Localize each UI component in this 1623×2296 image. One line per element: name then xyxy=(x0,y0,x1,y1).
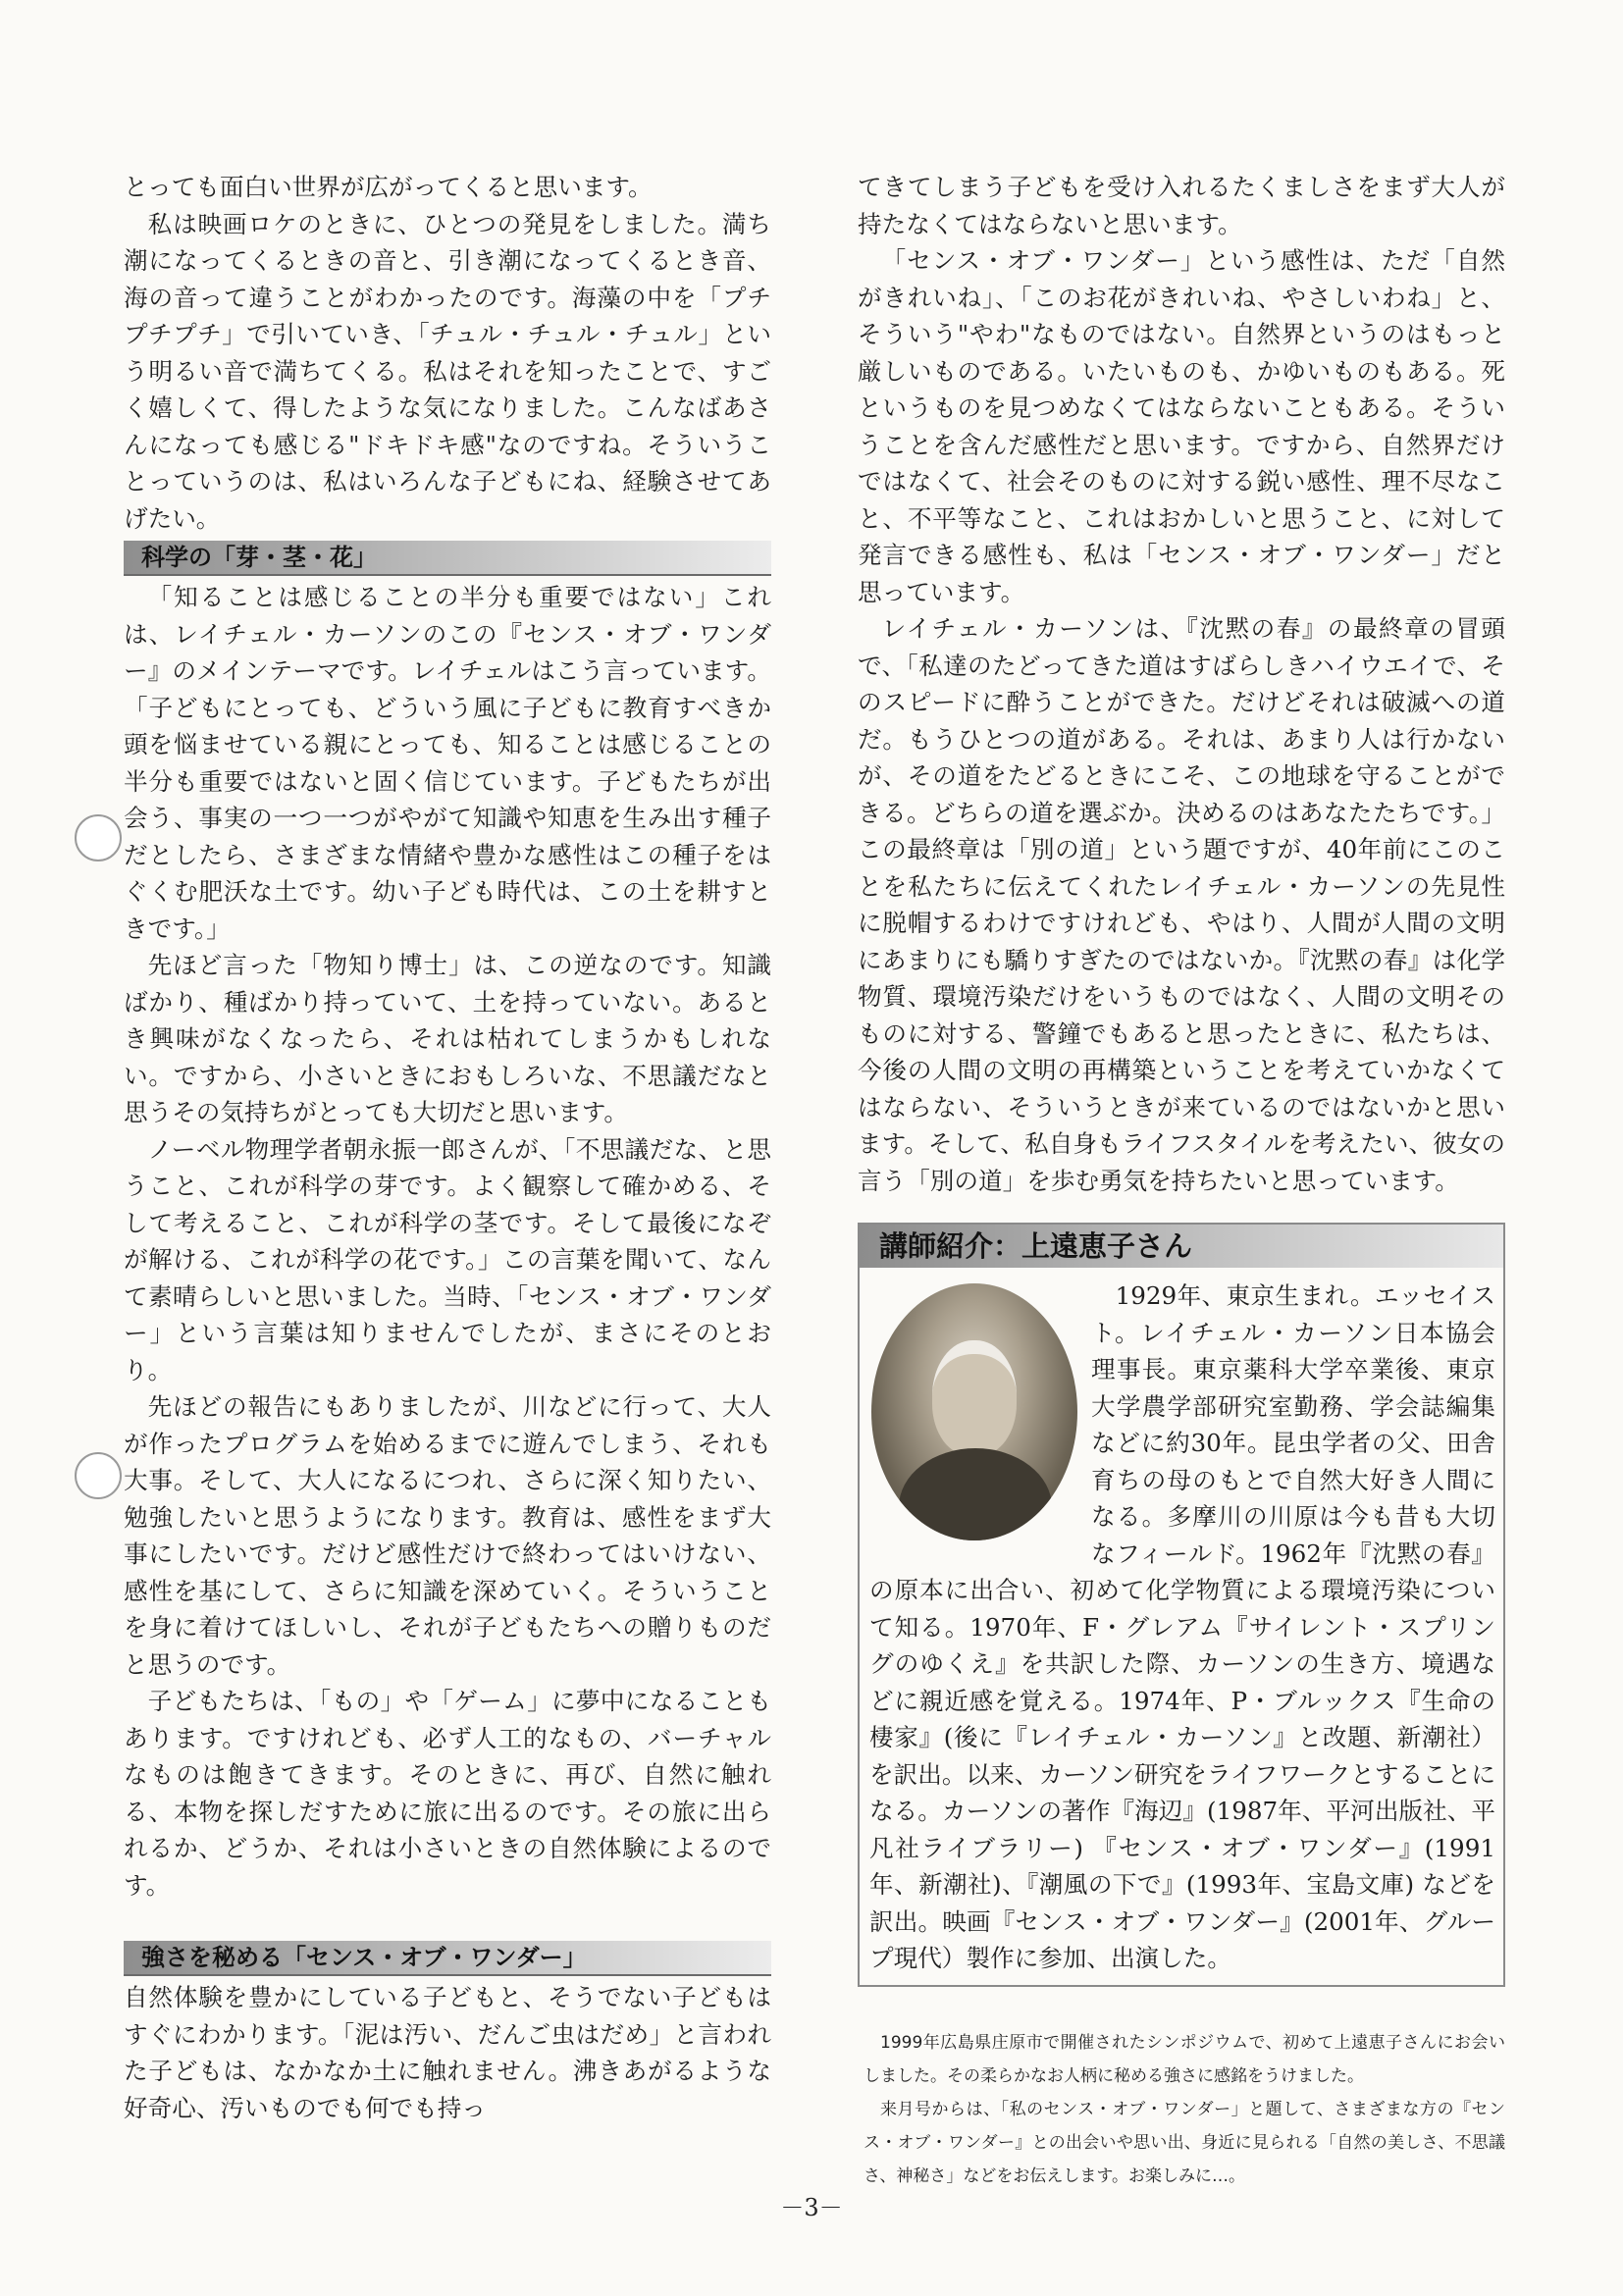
lecturer-profile-box xyxy=(858,1223,1505,1987)
page-number: －3－ xyxy=(780,2194,843,2221)
body-paragraph: 自然体験を豊かにしている子どもと、そうでない子どもはすぐにわかります。「泥は汚い、だんご虫はだめ」と言われた子どもは、なかなか土に触れません。沸きあがるような好奇心、汚いものでも何でも持っ xyxy=(124,1983,771,2122)
section-heading-science: 科学の「芽・茎・花」 xyxy=(124,541,771,576)
editor-note: 1999年広島県庄原市で開催されたシンポジウムで、初めて上遠恵子さんにお会いしました。その柔らかなお人柄に秘める強さに感銘をうけました。 xyxy=(864,2032,1505,2086)
editor-notes xyxy=(858,2026,1505,2193)
intro-paragraph: とっても面白い世界が広がってくると思います。 xyxy=(124,173,653,201)
left-column xyxy=(124,169,771,2126)
body-paragraph: 先ほど言った「物知り博士」は、この逆なのです。知識ばかり、種ばかり持っていて、土を持っていない。あるとき興味がなくなったら、それは枯れてしまうかもしれない。ですから、小さいときにおもしろいな、不思議だなと思うその気持ちがとっても大切だと思います。 xyxy=(124,951,771,1126)
portrait-body xyxy=(899,1448,1052,1540)
right-column xyxy=(858,169,1505,2193)
body-paragraph: 「センス・オブ・ワンダー」という感性は、ただ「自然がきれいね」、「このお花がきれいね、やさしいわね」と、そういう"やわ"なものではない。自然界というのはもっと厳しいものである。いたいものも、かゆいものもある。死というものを見つめなくてはならないこともある。そういうことを含んだ感性だと思います。ですから、自然界だけではなくて、社会そのものに対する鋭い感性、理不尽なこと、不平等なこと、これはおかしいと思うこと、に対して発言できる感性も、私は「センス・オブ・ワンダー」だと思っています。 xyxy=(858,246,1505,606)
body-paragraph: 先ほどの報告にもありましたが、川などに行って、大人が作ったプログラムを始めるまでに遊んでしまう、それも大事。そして、大人になるにつれ、さらに深く知りたい、勉強したいと思うようになります。教育は、感性をまず大事にしたいです。だけど感性だけで終わってはいけない、感性を基にして、さらに知識を深めていく。そういうことを身に着けてほしいし、それが子どもたちへの贈りものだと思うのです。 xyxy=(124,1392,771,1679)
binder-hole-top xyxy=(75,814,122,861)
lecturer-bio: 1929年、東京生まれ。エッセイスト。レイチェル・カーソン日本協会理事長。東京薬科大学卒業後、東京大学農学部研究室勤務、学会誌編集などに約30年。昆虫学者の父、田舎育ちの母のもとで自然大好き人間になる。多摩川の川原は今も昔も大切なフィールド。1962年『沈黙の春』の原本に出合い、初めて化学物質による環境汚染について知る。1970年、F・グレアム『サイレント・スプリングのゆくえ』を共訳した際、カーソンの生き方、境遇などに親近感を覚える。1974年、P・ブルックス『生命の棲家』(後に『レイチェル・カーソン』と改題、新潮社）を訳出。以来、カーソン研究をライフワークとすることになる。カーソンの著作『海辺』(1987年、平河出版社、平凡社ライブラリー) 『センス・オブ・ワンダー』(1991年、新潮社)、『潮風の下で』(1993年、宝島文庫) などを訳出。映画『センス・オブ・ワンダー』(2001年、グループ現代）製作に参加、出演した。 xyxy=(869,1281,1495,1972)
lecturer-profile-heading: 講師紹介：上遠恵子さん xyxy=(860,1225,1503,1268)
lecturer-portrait-photo xyxy=(871,1283,1077,1540)
portrait-face xyxy=(932,1340,1017,1456)
lecturer-profile-body xyxy=(860,1268,1503,1985)
body-paragraph: レイチェル・カーソンは、『沈黙の春』の最終章の冒頭で、「私達のたどってきた道はすばらしきハイウエイで、そのスピードに酔うことができた。だけどそれは破滅への道だ。もうひとつの道がある。それは、あまり人は行かないが、その道をたどるときにこそ、この地球を守ることができる。どちらの道を選ぶか。決めるのはあなたたちです。」この最終章は「別の道」という題ですが、40年前にこのことを私たちに伝えてくれたレイチェル・カーソンの先見性に脱帽するわけですけれども、やはり、人間が人間の文明にあまりにも驕りすぎたのではないか。『沈黙の春』は化学物質、環境汚染だけをいうものではなく、人間の文明そのものに対する、警鐘でもあると思ったときに、私たちは、今後の人間の文明の再構築ということを考えていかなくてはならない、そういうときが来ているのではないかと思います。そして、私自身もライフスタイルを考えたい、彼女の言う「別の道」を歩む勇気を持ちたいと思っています。 xyxy=(858,614,1505,1195)
editor-note: 来月号からは、「私のセンス・オブ・ワンダー」と題して、さまざまな方の『センス・オブ・ワンダー』との出会いや思い出、身近に見られる「自然の美しさ、不思議さ、神秘さ」などをお伝えします。お楽しみに…。 xyxy=(864,2099,1505,2186)
section-heading-sense-of-wonder: 強さを秘める「センス・オブ・ワンダー」 xyxy=(124,1941,771,1976)
body-paragraph: 子どもたちは、「もの」や「ゲーム」に夢中になることもあります。ですけれども、必ず人工的なもの、バーチャルなものは飽きてきます。そのときに、再び、自然に触れる、本物を探しだすために旅に出るのです。その旅に出られるか、どうか、それは小さいときの自然体験によるのです。 xyxy=(124,1687,771,1900)
body-paragraph: てきてしまう子どもを受け入れるたくましさをまず大人が持たなくてはならないと思います。 xyxy=(858,173,1505,238)
body-paragraph: ノーベル物理学者朝永振一郎さんが、「不思議だな、と思うこと、これが科学の芽です。よく観察して確かめる、そして考えること、これが科学の茎です。そして最後になぞが解ける、これが科学の花です。」この言葉を聞いて、なんて素晴らしいと思いました。当時、「センス・オブ・ワンダー」という言葉は知りませんでしたが、まさにそのとおり。 xyxy=(124,1134,771,1384)
binder-hole-bottom xyxy=(75,1452,122,1499)
body-paragraph: 「知ることは感じることの半分も重要ではない」これは、レイチェル・カーソンのこの『センス・オブ・ワンダー』のメインテーマです。レイチェルはこう言っています。「子どもにとっても、どういう風に子どもに教育すべきか頭を悩ませている親にとっても、知ることは感じることの半分も重要ではないと固く信じています。子どもたちが出会う、事実の一つ一つがやがて知識や知恵を生み出す種子だとしたら、さまざまな情緒や豊かな感性はこの種子をはぐくむ肥沃な土です。幼い子ども時代は、この土を耕すときです。」 xyxy=(124,583,771,943)
intro-paragraph: 私は映画ロケのときに、ひとつの発見をしました。満ち潮になってくるときの音と、引き潮になってくるとき音、海の音って違うことがわかったのです。海藻の中を「プチプチプチ」で引いていき、「チュル・チュル・チュル」という明るい音で満ちてくる。私はそれを知ったことで、すごく嬉しくて、得したような気になりました。こんなばあさんになっても感じる"ドキドキ感"なのですね。そういうことっていうのは、私はいろんな子どもにね、経験させてあげたい。 xyxy=(124,209,771,533)
